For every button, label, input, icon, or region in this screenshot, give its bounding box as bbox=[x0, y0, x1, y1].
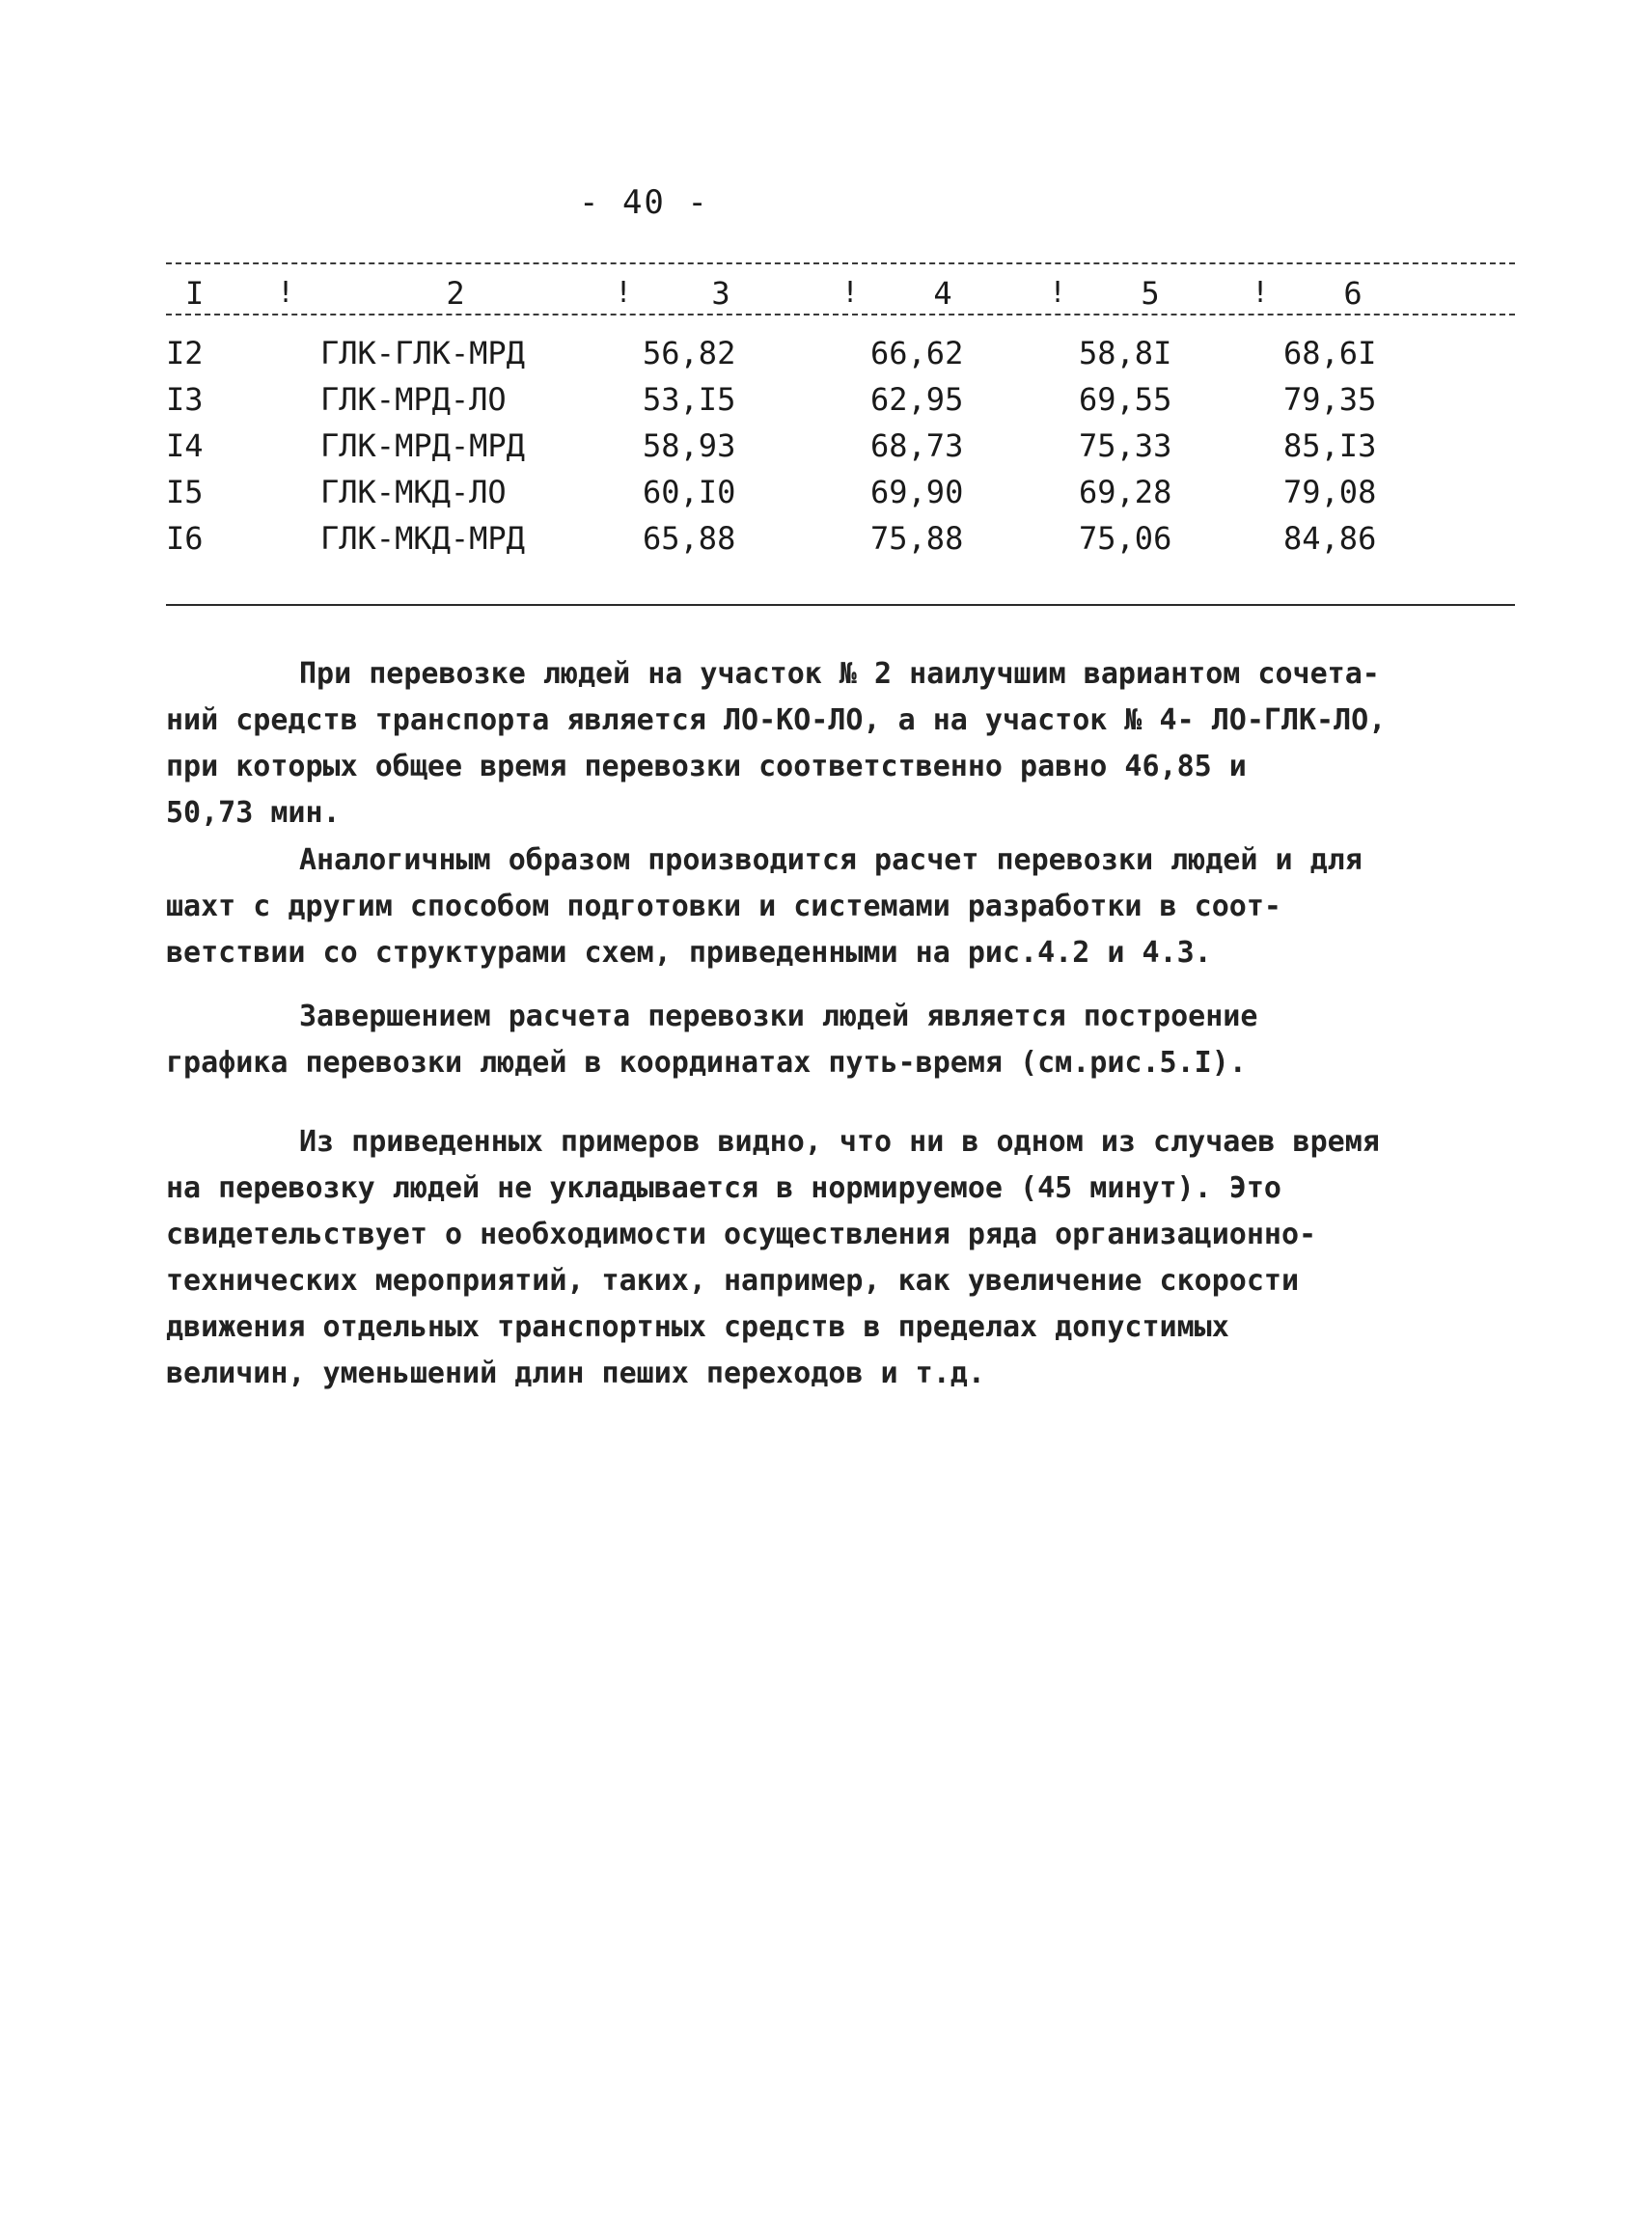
table-cell: 60,I0 bbox=[643, 474, 736, 510]
table-row bbox=[166, 515, 1515, 562]
table-cell: ГЛК-МКД-МРД bbox=[320, 520, 525, 557]
table-cell: 58,8I bbox=[1079, 335, 1172, 371]
table-cell: 68,6I bbox=[1283, 335, 1377, 371]
table-cell: 56,82 bbox=[643, 335, 736, 371]
table-cell: 79,08 bbox=[1283, 474, 1377, 510]
page-number: - 40 - bbox=[579, 183, 709, 222]
table-cell: 69,28 bbox=[1079, 474, 1172, 510]
table-cell: 58,93 bbox=[643, 427, 736, 464]
paragraph-line: величин, уменьшений длин пеших переходов и т.д. bbox=[166, 1357, 985, 1390]
table-cell: ГЛК-МРД-МРД bbox=[320, 427, 525, 464]
table-header-cell: 4 bbox=[933, 275, 952, 312]
paragraph-line: на перевозку людей не укладывается в нормируемое (45 минут). Это bbox=[166, 1171, 1281, 1205]
table-cell: I6 bbox=[166, 520, 204, 557]
column-separator: ! bbox=[277, 276, 295, 310]
table-header-cell: 5 bbox=[1141, 275, 1160, 312]
table-cell: ГЛК-ГЛК-МРД bbox=[320, 335, 525, 371]
table-cell: ГЛК-МКД-ЛО bbox=[320, 474, 507, 510]
table-top-rule bbox=[166, 262, 1515, 264]
table-cell: 69,90 bbox=[870, 474, 964, 510]
table-header-row bbox=[166, 270, 1515, 316]
table-cell: 68,73 bbox=[870, 427, 964, 464]
paragraph-line: Аналогичным образом производится расчет перевозки людей и для bbox=[299, 843, 1363, 877]
table-cell: I4 bbox=[166, 427, 204, 464]
table-row bbox=[166, 330, 1515, 376]
table-cell: 75,06 bbox=[1079, 520, 1172, 557]
table-header-cell: 3 bbox=[711, 275, 730, 312]
paragraph-line: движения отдельных транспортных средств в пределах допустимых bbox=[166, 1310, 1229, 1344]
table-bottom-rule bbox=[166, 604, 1515, 606]
paragraph-line: Завершением расчета перевозки людей является построение bbox=[299, 1000, 1258, 1033]
table-cell: I3 bbox=[166, 381, 204, 418]
paragraph-line: технических мероприятий, таких, например, как увеличение скорости bbox=[166, 1264, 1299, 1298]
paragraph-line: При перевозке людей на участок № 2 наилучшим вариантом сочета- bbox=[299, 657, 1380, 691]
column-separator: ! bbox=[841, 276, 860, 310]
table-cell: 79,35 bbox=[1283, 381, 1377, 418]
table-row bbox=[166, 469, 1515, 515]
table-cell: 75,88 bbox=[870, 520, 964, 557]
table-row bbox=[166, 423, 1515, 469]
paragraph bbox=[166, 837, 1517, 976]
table-header-cell: 2 bbox=[446, 275, 465, 312]
paragraph-line: свидетельствует о необходимости осуществления ряда организационно- bbox=[166, 1218, 1317, 1251]
table-cell: 75,33 bbox=[1079, 427, 1172, 464]
table-cell: I5 bbox=[166, 474, 204, 510]
paragraph-line: ний средств транспорта является ЛО-КО-ЛО, а на участок № 4- ЛО-ГЛК-ЛО, bbox=[166, 703, 1387, 737]
table-cell: 62,95 bbox=[870, 381, 964, 418]
table-cell: 84,86 bbox=[1283, 520, 1377, 557]
paragraph-line: 50,73 мин. bbox=[166, 796, 341, 830]
table-cell: 66,62 bbox=[870, 335, 964, 371]
paragraph-line: Из приведенных примеров видно, что ни в одном из случаев время bbox=[299, 1125, 1380, 1159]
table-header-cell: I bbox=[185, 275, 205, 312]
paragraph-line: графика перевозки людей в координатах путь-время (см.рис.5.I). bbox=[166, 1046, 1247, 1080]
table-cell: 53,I5 bbox=[643, 381, 736, 418]
column-separator: ! bbox=[615, 276, 633, 310]
paragraph-line: ветствии со структурами схем, приведенными на рис.4.2 и 4.3. bbox=[166, 936, 1212, 970]
column-separator: ! bbox=[1049, 276, 1067, 310]
paragraph bbox=[166, 994, 1517, 1086]
paragraph bbox=[166, 1119, 1517, 1397]
paragraph-line: при которых общее время перевозки соответственно равно 46,85 и bbox=[166, 750, 1247, 783]
paragraph bbox=[166, 651, 1517, 837]
table-cell: 65,88 bbox=[643, 520, 736, 557]
table-cell: 85,I3 bbox=[1283, 427, 1377, 464]
table-row bbox=[166, 376, 1515, 423]
table-header-rule bbox=[166, 314, 1515, 315]
table-cell: I2 bbox=[166, 335, 204, 371]
table-cell: ГЛК-МРД-ЛО bbox=[320, 381, 507, 418]
column-separator: ! bbox=[1252, 276, 1270, 310]
table-cell: 69,55 bbox=[1079, 381, 1172, 418]
table-header-cell: 6 bbox=[1343, 275, 1363, 312]
paragraph-line: шахт с другим способом подготовки и системами разработки в соот- bbox=[166, 890, 1281, 923]
